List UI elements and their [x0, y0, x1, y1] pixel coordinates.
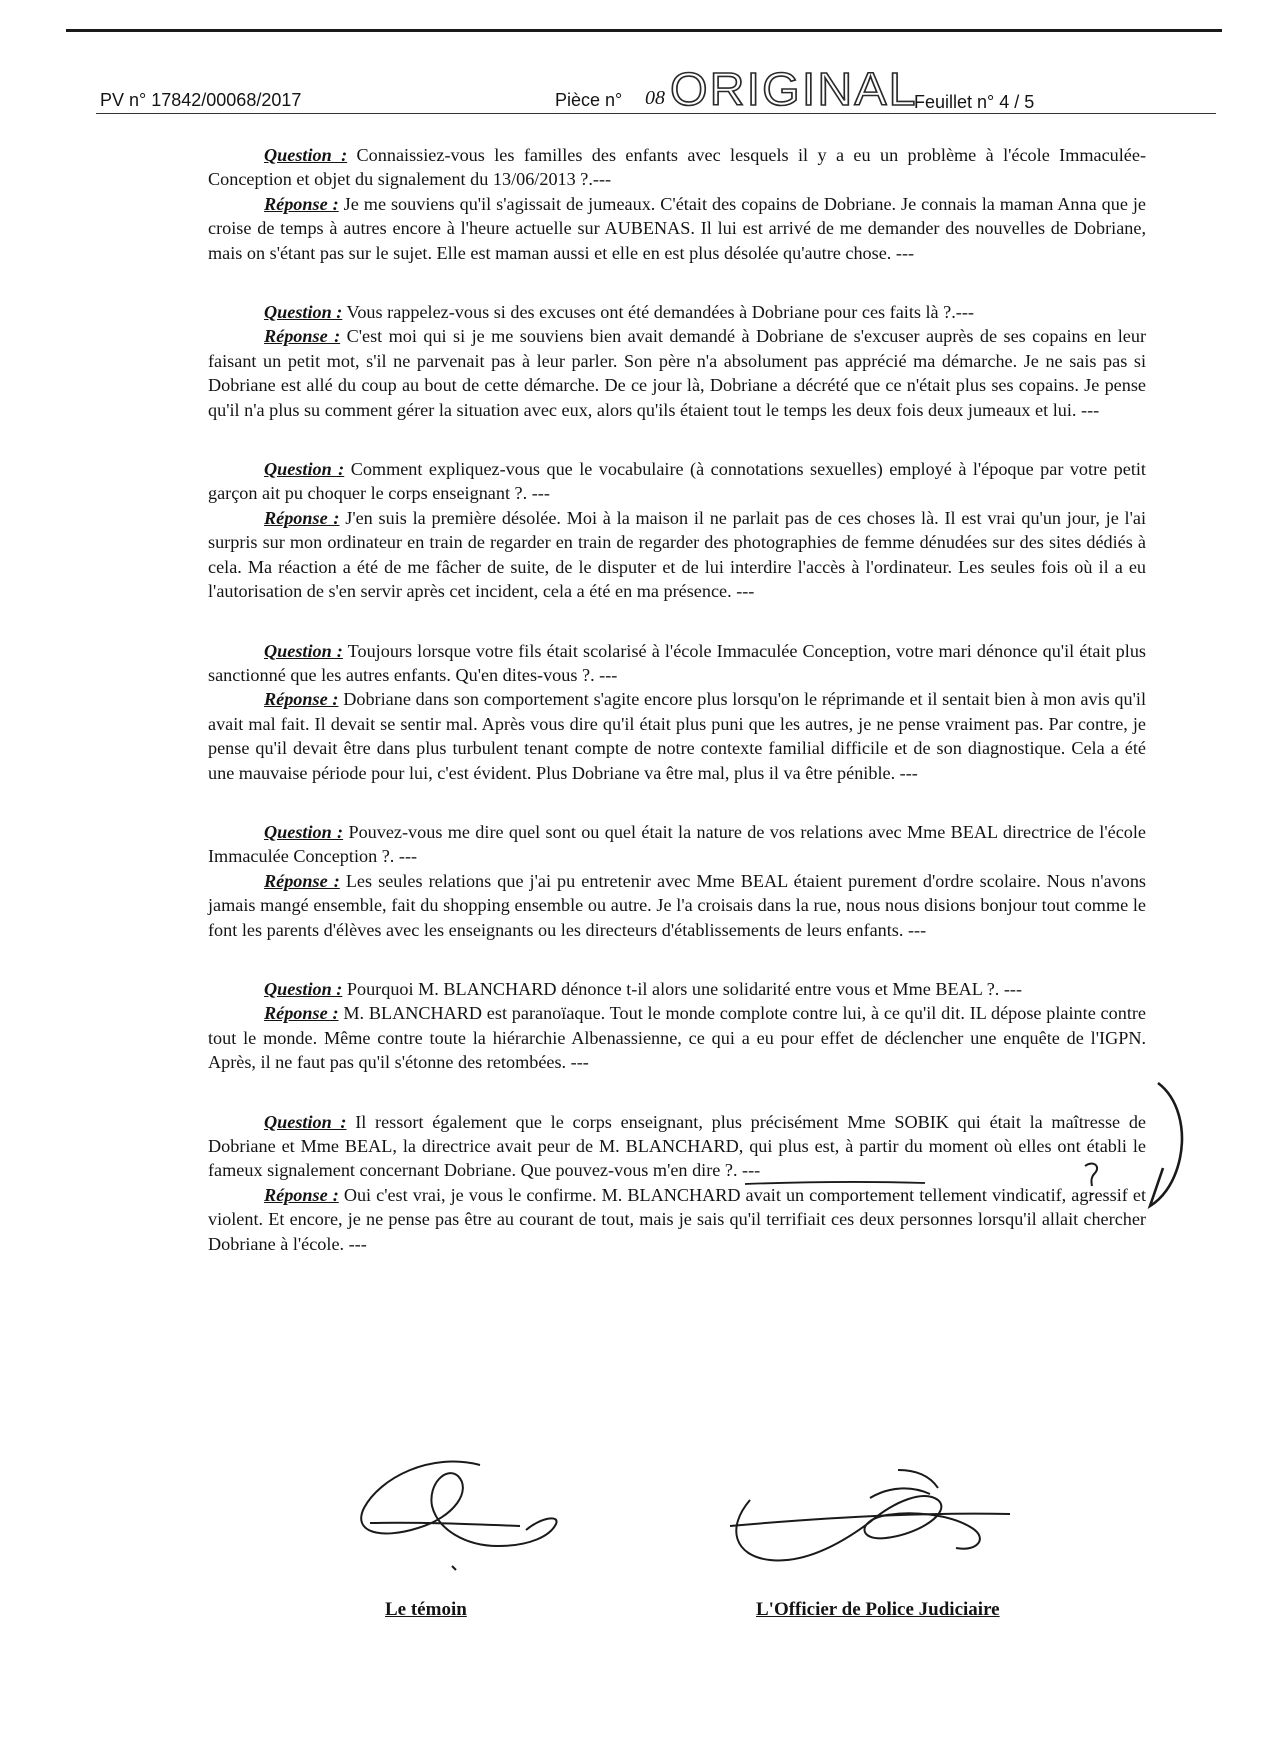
officer-signature	[730, 1470, 1010, 1560]
question	[208, 300, 1146, 324]
top-border-rule	[66, 29, 1222, 32]
piece-number: 08	[645, 87, 665, 109]
question-label: Question :	[264, 1111, 347, 1132]
page-header	[96, 62, 1216, 118]
question-text: Pouvez-vous me dire quel sont ou quel était la nature de vos relations avec Mme BEAL directrice de l'école Immaculée Conception ?. ---	[208, 821, 1146, 867]
response-text: J'en suis la première désolée. Moi à la maison il ne parlait pas de ces choses là. Il est vrai qu'un jour, je l'ai surpris sur mon ordinateur en train de regarder en train de regarder des photographies de femme dénudées sur des sites dédiés à cela. Ma réaction a été de me fâcher de suite, de le disputer et de lui interdire l'accès à l'ordinateur. Les seules fois où il a eu l'autorisation de s'en servir après cet incident, cela a été en ma présence. ---	[208, 507, 1146, 602]
response-label: Réponse :	[264, 689, 339, 710]
qa-block	[208, 820, 1146, 942]
qa-block	[208, 457, 1146, 603]
witness-signature	[361, 1462, 556, 1570]
response-text: Les seules relations que j'ai pu entretenir avec Mme BEAL étaient purement d'ordre scolaire. Nous n'avons jamais mangé ensemble, fait du shopping ensemble ou autre. Je l'a croisais dans la rue, nous nous disions bonjour tout comme le font les parents d'élèves avec les enseignants ou les directeurs d'établissements de leurs enfants. ---	[208, 870, 1147, 940]
response-label: Réponse :	[264, 1184, 339, 1205]
response	[208, 687, 1146, 785]
response-label: Réponse :	[264, 507, 340, 528]
response-label: Réponse :	[264, 326, 341, 347]
question	[208, 977, 1146, 1001]
response	[208, 869, 1146, 942]
witness-label: Le témoin	[385, 1599, 467, 1620]
piece-label: Pièce n°	[555, 90, 623, 110]
pv-number: PV n° 17842/00068/2017	[100, 90, 302, 110]
question	[208, 143, 1146, 192]
question-text: Connaissiez-vous les familles des enfants avec lesquels il y a eu un problème à l'école Immaculée-Conception et objet du signalement du 13/06/2013 ?.---	[208, 145, 1146, 190]
question-label: Question :	[264, 821, 344, 842]
response-text: C'est moi qui si je me souviens bien avait demandé à Dobriane de s'excuser auprès de ses copains en leur faisant un petit mot, s'il ne parvenait pas à leur parler. Son père n'a absolument pas apprécié ma démarche. Je ne sais pas si Dobriane est allé du coup au bout de cette démarche. De ce jour là, Dobriane a décrété que ce n'était plus ses copains. Je pense qu'il n'a plus su comment gérer la situation avec eux, alors qu'ils étaient tout le temps les deux fois deux jumeaux et lui. ---	[208, 326, 1147, 420]
margin-bracket-annotation	[1150, 1083, 1182, 1206]
response	[208, 1001, 1146, 1074]
officer-label: L'Officier de Police Judiciaire	[756, 1599, 1000, 1620]
sheet-number: Feuillet n° 4 / 5	[914, 92, 1035, 112]
interview-body	[208, 143, 1146, 1291]
response-text: Oui c'est vrai, je vous le confirme. M. BLANCHARD avait un comportement tellement vindicatif, agressif et violent. Et encore, je ne pense pas être au courant de tout, mais je sais qu'il terrifiait ces deux personnes lorsqu'il allait chercher Dobriane à l'école. ---	[208, 1184, 1146, 1254]
response	[208, 506, 1146, 604]
question	[208, 820, 1146, 869]
question-label: Question :	[264, 145, 348, 165]
response	[208, 324, 1146, 422]
question-text: Comment expliquez-vous que le vocabulaire (à connotations sexuelles) employé à l'époque par votre petit garçon ait pu choquer le corps enseignant ?. ---	[208, 459, 1146, 504]
response	[208, 192, 1146, 265]
qa-block	[208, 300, 1146, 422]
question-label: Question :	[264, 459, 345, 480]
question	[208, 1110, 1146, 1183]
qa-block	[208, 977, 1146, 1075]
response-label: Réponse :	[264, 193, 339, 214]
qa-block	[208, 1110, 1146, 1256]
response	[208, 1183, 1146, 1256]
question-text: Pourquoi M. BLANCHARD dénonce t-il alors une solidarité entre vous et Mme BEAL ?. ---	[346, 978, 1023, 999]
question	[208, 639, 1146, 688]
question-text: Il ressort également que le corps enseignant, plus précisément Mme SOBIK qui était la maîtresse de Dobriane et Mme BEAL, la directrice avait peur de M. BLANCHARD, qui plus est, à partir du moment où elles ont établi le fameux signalement concernant Dobriane. Que pouvez-vous m'en dire ?. ---	[208, 1111, 1146, 1181]
question-text: Toujours lorsque votre fils était scolarisé à l'école Immaculée Conception, votre mari dénonce qu'il était plus sanctionné que les autres enfants. Qu'en dites-vous ?. ---	[208, 640, 1146, 685]
response-text: Je me souviens qu'il s'agissait de jumeaux. C'était des copains de Dobriane. Je connais la maman Anna que je croise de temps à autres encore à l'heure actuelle sur AUBENAS. Il lui est arrivé de me demander des nouvelles de Dobriane, mais on s'étant pas sur le sujet. Elle est maman aussi et elle en est plus désolée qu'autre chose. ---	[208, 193, 1147, 263]
original-stamp: ORIGINAL	[670, 63, 918, 115]
question-text: Vous rappelez-vous si des excuses ont été demandées à Dobriane pour ces faits là ?.---	[346, 302, 974, 323]
question-label: Question :	[264, 978, 343, 999]
response-text: M. BLANCHARD est paranoïaque. Tout le monde complote contre lui, à ce qu'il dit. IL dépose plainte contre tout le monde. Même contre toute la hiérarchie Albenassienne, ce qui a eu pour effet de déclencher une enquête de l'IGPN. Après, il ne faut pas qu'il s'étonne des retombées. ---	[208, 1003, 1146, 1073]
qa-block	[208, 143, 1146, 265]
response-text: Dobriane dans son comportement s'agite encore plus lorsqu'on le réprimande et il sentait bien à mon avis qu'il avait mal fait. Il devait se sentir mal. Après vous dire qu'il était plus puni que les autres, je ne pense vraiment pas. Par contre, je pense qu'il devait être dans plus turbulent tenant compte de notre contexte familial difficile et de son diagnostique. Cela a été une mauvaise période pour lui, c'est évident. Plus Dobriane va être mal, plus il va être pénible. ---	[208, 689, 1147, 783]
response-label: Réponse :	[264, 1003, 339, 1024]
question	[208, 457, 1146, 506]
header-rule	[96, 113, 1216, 114]
response-label: Réponse :	[264, 870, 340, 891]
question-label: Question :	[264, 640, 343, 661]
question-label: Question :	[264, 302, 343, 323]
qa-block	[208, 639, 1146, 785]
